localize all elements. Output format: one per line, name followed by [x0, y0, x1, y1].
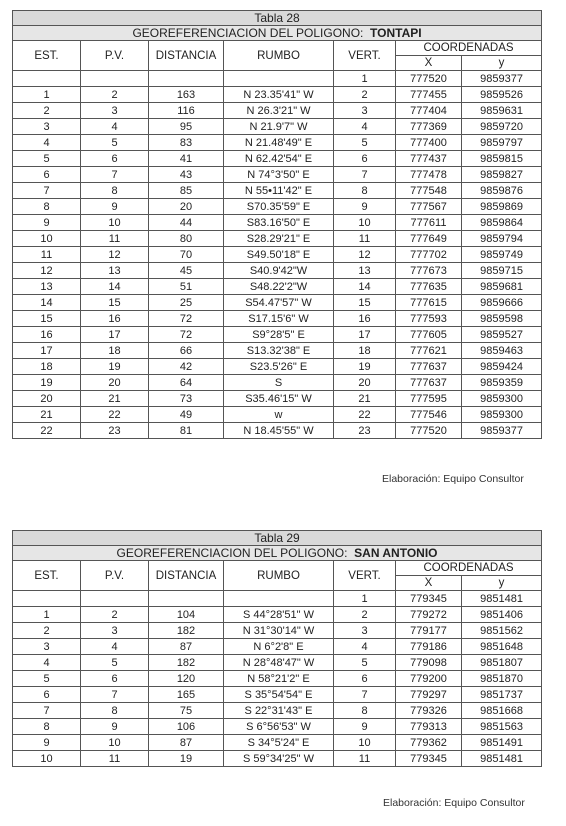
cell-x: 777404: [396, 103, 462, 119]
table-29-caption: Elaboración: Equipo Consultor: [383, 797, 525, 809]
cell-pv: 5: [81, 135, 149, 151]
cell-x: 777621: [396, 343, 462, 359]
cell-x: 779313: [396, 719, 462, 735]
cell-rumbo: S28.29'21" E: [224, 231, 334, 247]
cell-vert: 14: [334, 279, 396, 295]
cell-est: 3: [13, 639, 81, 655]
cell-pv: 23: [81, 423, 149, 439]
table-row: [13, 151, 542, 167]
cell-rumbo: S 59°34'25" W: [224, 751, 334, 767]
cell-x: 777611: [396, 215, 462, 231]
cell-pv: 10: [81, 215, 149, 231]
cell-x: 779200: [396, 671, 462, 687]
cell-est: 5: [13, 151, 81, 167]
cell-vert: 20: [334, 375, 396, 391]
cell-vert: 3: [334, 623, 396, 639]
cell-distancia: 45: [149, 263, 224, 279]
cell-y: 9859720: [462, 119, 542, 135]
cell-pv: 16: [81, 311, 149, 327]
cell-est: 17: [13, 343, 81, 359]
cell-vert: 10: [334, 735, 396, 751]
tontapi-table: [12, 10, 542, 439]
cell-x: 779272: [396, 607, 462, 623]
cell-x: 779345: [396, 591, 462, 607]
cell-vert: 11: [334, 751, 396, 767]
cell-est: 19: [13, 375, 81, 391]
cell-est: 10: [13, 231, 81, 247]
cell-rumbo: S: [224, 375, 334, 391]
cell-pv: 20: [81, 375, 149, 391]
cell-est: 6: [13, 687, 81, 703]
table-row: [13, 751, 542, 767]
cell-rumbo: S 22°31'43" E: [224, 703, 334, 719]
cell-pv: 22: [81, 407, 149, 423]
cell-pv: 2: [81, 607, 149, 623]
header-est: EST.: [13, 561, 81, 591]
cell-rumbo: N 21.48'49" E: [224, 135, 334, 151]
cell-vert: 12: [334, 247, 396, 263]
cell-distancia: 20: [149, 199, 224, 215]
cell-pv: 4: [81, 119, 149, 135]
table-row: [13, 71, 542, 87]
cell-distancia: 72: [149, 311, 224, 327]
polygon-name: SAN ANTONIO: [354, 546, 438, 560]
cell-vert: 1: [334, 591, 396, 607]
cell-pv: 3: [81, 103, 149, 119]
cell-rumbo: w: [224, 407, 334, 423]
cell-est: 12: [13, 263, 81, 279]
cell-x: 777520: [396, 71, 462, 87]
cell-est: 6: [13, 167, 81, 183]
cell-est: 22: [13, 423, 81, 439]
table-row: [13, 407, 542, 423]
cell-vert: 8: [334, 183, 396, 199]
header-vert: VERT.: [334, 41, 396, 71]
cell-x: 777702: [396, 247, 462, 263]
table-row: [13, 671, 542, 687]
header-rumbo: RUMBO: [224, 41, 334, 71]
cell-rumbo: N 21.9'7" W: [224, 119, 334, 135]
table-row: [13, 215, 542, 231]
cell-x: 777637: [396, 359, 462, 375]
cell-distancia: 73: [149, 391, 224, 407]
cell-est: 4: [13, 135, 81, 151]
cell-distancia: 182: [149, 655, 224, 671]
cell-est: 1: [13, 607, 81, 623]
cell-vert: 11: [334, 231, 396, 247]
cell-rumbo: S70.35'59" E: [224, 199, 334, 215]
table-row: [13, 295, 542, 311]
cell-est: 3: [13, 119, 81, 135]
cell-vert: 6: [334, 151, 396, 167]
cell-distancia: 66: [149, 343, 224, 359]
cell-est: 5: [13, 671, 81, 687]
table-row: [13, 343, 542, 359]
cell-x: 779326: [396, 703, 462, 719]
cell-rumbo: S 34°5'24" E: [224, 735, 334, 751]
san-antonio-table: [12, 530, 542, 767]
cell-vert: 3: [334, 103, 396, 119]
cell-distancia: 104: [149, 607, 224, 623]
cell-pv: 11: [81, 751, 149, 767]
header-distancia: DISTANCIA: [149, 561, 224, 591]
cell-distancia: 106: [149, 719, 224, 735]
polygon-name: TONTAPI: [370, 26, 422, 40]
cell-est: 10: [13, 751, 81, 767]
cell-vert: 18: [334, 343, 396, 359]
cell-rumbo: N 58°21'2" E: [224, 671, 334, 687]
header-distancia: DISTANCIA: [149, 41, 224, 71]
cell-rumbo: S49.50'18" E: [224, 247, 334, 263]
cell-rumbo: N 28°48'47" W: [224, 655, 334, 671]
table-row: [13, 703, 542, 719]
header-x: X: [396, 576, 462, 591]
table-title: Tabla 29: [13, 531, 542, 546]
cell-est: 9: [13, 735, 81, 751]
cell-y: 9859359: [462, 375, 542, 391]
cell-distancia: 70: [149, 247, 224, 263]
table-row: [13, 167, 542, 183]
cell-distancia: 75: [149, 703, 224, 719]
cell-vert: 13: [334, 263, 396, 279]
cell-x: 777520: [396, 423, 462, 439]
cell-y: 9859681: [462, 279, 542, 295]
cell-pv: 14: [81, 279, 149, 295]
cell-distancia: 81: [149, 423, 224, 439]
table-row: [13, 103, 542, 119]
cell-y: 9851648: [462, 639, 542, 655]
cell-vert: 15: [334, 295, 396, 311]
cell-pv: 18: [81, 343, 149, 359]
cell-vert: 1: [334, 71, 396, 87]
table-row: [13, 279, 542, 295]
cell-est: 2: [13, 623, 81, 639]
table-row: [13, 247, 542, 263]
cell-est: 1: [13, 87, 81, 103]
cell-y: 9859300: [462, 407, 542, 423]
cell-y: 9859377: [462, 71, 542, 87]
cell-rumbo: N 23.35'41" W: [224, 87, 334, 103]
cell-x: 777637: [396, 375, 462, 391]
table-body: [13, 71, 542, 439]
cell-pv: 4: [81, 639, 149, 655]
cell-x: 779297: [396, 687, 462, 703]
cell-est: 18: [13, 359, 81, 375]
table-title: Tabla 28: [13, 11, 542, 26]
cell-est: 9: [13, 215, 81, 231]
cell-y: 9851481: [462, 751, 542, 767]
cell-rumbo: N 74°3'50" E: [224, 167, 334, 183]
table-row: [13, 327, 542, 343]
cell-est: 7: [13, 703, 81, 719]
cell-est: 21: [13, 407, 81, 423]
cell-y: 9859598: [462, 311, 542, 327]
cell-y: 9851491: [462, 735, 542, 751]
cell-y: 9851807: [462, 655, 542, 671]
cell-vert: 10: [334, 215, 396, 231]
cell-x: 777635: [396, 279, 462, 295]
header-coordenadas: COORDENADAS: [396, 41, 542, 56]
cell-est: 14: [13, 295, 81, 311]
cell-distancia: 25: [149, 295, 224, 311]
cell-pv: 13: [81, 263, 149, 279]
cell-est: 2: [13, 103, 81, 119]
cell-y: 9859715: [462, 263, 542, 279]
table-row: [13, 687, 542, 703]
cell-est: 11: [13, 247, 81, 263]
cell-vert: 2: [334, 87, 396, 103]
cell-vert: 4: [334, 119, 396, 135]
cell-y: 9859827: [462, 167, 542, 183]
cell-distancia: 116: [149, 103, 224, 119]
cell-rumbo: N 26.3'21" W: [224, 103, 334, 119]
cell-x: 777548: [396, 183, 462, 199]
cell-pv: 8: [81, 183, 149, 199]
cell-distancia: 19: [149, 751, 224, 767]
cell-x: 777437: [396, 151, 462, 167]
cell-pv: 11: [81, 231, 149, 247]
header-est: EST.: [13, 41, 81, 71]
cell-vert: 6: [334, 671, 396, 687]
table-subtitle: [13, 26, 542, 41]
cell-y: 9859666: [462, 295, 542, 311]
cell-distancia: 83: [149, 135, 224, 151]
cell-vert: 22: [334, 407, 396, 423]
cell-vert: 8: [334, 703, 396, 719]
cell-distancia: 95: [149, 119, 224, 135]
cell-vert: 23: [334, 423, 396, 439]
table-row: [13, 199, 542, 215]
cell-vert: 7: [334, 167, 396, 183]
cell-y: 9851737: [462, 687, 542, 703]
table-row: [13, 183, 542, 199]
table-row: [13, 231, 542, 247]
cell-est: 8: [13, 199, 81, 215]
cell-pv: 12: [81, 247, 149, 263]
cell-y: 9859377: [462, 423, 542, 439]
cell-x: 777478: [396, 167, 462, 183]
cell-distancia: 163: [149, 87, 224, 103]
cell-y: 9859526: [462, 87, 542, 103]
cell-x: 777615: [396, 295, 462, 311]
table-row: [13, 655, 542, 671]
header-y: y: [462, 56, 542, 71]
table-29: [12, 530, 541, 767]
cell-x: 777455: [396, 87, 462, 103]
cell-vert: 7: [334, 687, 396, 703]
cell-y: 9859749: [462, 247, 542, 263]
cell-vert: 5: [334, 135, 396, 151]
cell-x: 777369: [396, 119, 462, 135]
subtitle-prefix: GEOREFERENCIACION DEL POLIGONO:: [132, 26, 364, 40]
cell-pv: 8: [81, 703, 149, 719]
cell-y: 9851870: [462, 671, 542, 687]
table-row: [13, 391, 542, 407]
table-row: [13, 375, 542, 391]
cell-y: 9859527: [462, 327, 542, 343]
header-pv: P.V.: [81, 561, 149, 591]
cell-y: 9851562: [462, 623, 542, 639]
cell-distancia: 43: [149, 167, 224, 183]
cell-y: 9859463: [462, 343, 542, 359]
cell-vert: 19: [334, 359, 396, 375]
cell-distancia: 41: [149, 151, 224, 167]
cell-pv: 6: [81, 671, 149, 687]
cell-x: 779345: [396, 751, 462, 767]
cell-vert: 2: [334, 607, 396, 623]
cell-x: 777605: [396, 327, 462, 343]
cell-y: 9859815: [462, 151, 542, 167]
cell-pv: 3: [81, 623, 149, 639]
cell-rumbo: S 35°54'54" E: [224, 687, 334, 703]
table-row: [13, 359, 542, 375]
header-pv: P.V.: [81, 41, 149, 71]
cell-distancia: 87: [149, 639, 224, 655]
header-y: y: [462, 576, 542, 591]
table-row: [13, 135, 542, 151]
cell-est: 4: [13, 655, 81, 671]
table-body: [13, 591, 542, 767]
table-row: [13, 607, 542, 623]
cell-est: 7: [13, 183, 81, 199]
cell-rumbo: S83.16'50" E: [224, 215, 334, 231]
header-vert: VERT.: [334, 561, 396, 591]
cell-rumbo: S9°28'5" E: [224, 327, 334, 343]
cell-pv: 7: [81, 167, 149, 183]
cell-distancia: 80: [149, 231, 224, 247]
cell-distancia: 51: [149, 279, 224, 295]
cell-pv: 9: [81, 719, 149, 735]
header-coordenadas: COORDENADAS: [396, 561, 542, 576]
cell-rumbo: S13.32'38" E: [224, 343, 334, 359]
cell-distancia: 42: [149, 359, 224, 375]
cell-distancia: 72: [149, 327, 224, 343]
cell-distancia: 87: [149, 735, 224, 751]
cell-y: 9859797: [462, 135, 542, 151]
cell-x: 777673: [396, 263, 462, 279]
cell-y: 9859794: [462, 231, 542, 247]
cell-x: 777593: [396, 311, 462, 327]
cell-rumbo: S 44°28'51" W: [224, 607, 334, 623]
cell-x: 779362: [396, 735, 462, 751]
cell-rumbo: N 18.45'55" W: [224, 423, 334, 439]
cell-vert: 4: [334, 639, 396, 655]
cell-rumbo: N 6°2'8" E: [224, 639, 334, 655]
cell-est: 16: [13, 327, 81, 343]
table-row: [13, 87, 542, 103]
cell-y: 9851481: [462, 591, 542, 607]
cell-est: 15: [13, 311, 81, 327]
table-row: [13, 591, 542, 607]
cell-x: 779177: [396, 623, 462, 639]
cell-x: 779186: [396, 639, 462, 655]
cell-x: 777400: [396, 135, 462, 151]
table-28-caption: Elaboración: Equipo Consultor: [382, 473, 524, 485]
cell-rumbo: N 55•11'42" E: [224, 183, 334, 199]
subtitle-prefix: GEOREFERENCIACION DEL POLIGONO:: [116, 546, 348, 560]
cell-y: 9859631: [462, 103, 542, 119]
cell-distancia: 49: [149, 407, 224, 423]
cell-x: 777567: [396, 199, 462, 215]
cell-distancia: 64: [149, 375, 224, 391]
header-rumbo: RUMBO: [224, 561, 334, 591]
table-row: [13, 311, 542, 327]
cell-x: 779098: [396, 655, 462, 671]
cell-rumbo: S 6°56'53" W: [224, 719, 334, 735]
cell-vert: 17: [334, 327, 396, 343]
cell-est: 8: [13, 719, 81, 735]
cell-pv: 6: [81, 151, 149, 167]
cell-y: 9859876: [462, 183, 542, 199]
cell-x: 777649: [396, 231, 462, 247]
cell-vert: 9: [334, 719, 396, 735]
cell-y: 9859424: [462, 359, 542, 375]
cell-distancia: 85: [149, 183, 224, 199]
cell-distancia: 182: [149, 623, 224, 639]
cell-distancia: 44: [149, 215, 224, 231]
cell-rumbo: S35.46'15" W: [224, 391, 334, 407]
cell-est: 13: [13, 279, 81, 295]
cell-vert: 21: [334, 391, 396, 407]
cell-pv: 10: [81, 735, 149, 751]
cell-y: 9859300: [462, 391, 542, 407]
cell-distancia: 165: [149, 687, 224, 703]
cell-rumbo: N 31°30'14" W: [224, 623, 334, 639]
cell-rumbo: S40.9'42"W: [224, 263, 334, 279]
cell-vert: 9: [334, 199, 396, 215]
cell-pv: 5: [81, 655, 149, 671]
cell-distancia: 120: [149, 671, 224, 687]
cell-rumbo: S23.5'26" E: [224, 359, 334, 375]
cell-y: 9851563: [462, 719, 542, 735]
table-row: [13, 639, 542, 655]
cell-rumbo: N 62.42'54" E: [224, 151, 334, 167]
cell-y: 9851668: [462, 703, 542, 719]
cell-x: 777546: [396, 407, 462, 423]
table-28: [12, 10, 541, 439]
cell-y: 9851406: [462, 607, 542, 623]
cell-pv: 2: [81, 87, 149, 103]
table-subtitle: [13, 546, 542, 561]
cell-x: 777595: [396, 391, 462, 407]
cell-pv: 21: [81, 391, 149, 407]
table-row: [13, 263, 542, 279]
header-x: X: [396, 56, 462, 71]
cell-pv: 7: [81, 687, 149, 703]
table-row: [13, 423, 542, 439]
cell-est: 20: [13, 391, 81, 407]
cell-rumbo: S54.47'57" W: [224, 295, 334, 311]
table-row: [13, 623, 542, 639]
cell-vert: 5: [334, 655, 396, 671]
table-row: [13, 735, 542, 751]
cell-vert: 16: [334, 311, 396, 327]
cell-pv: 9: [81, 199, 149, 215]
cell-y: 9859864: [462, 215, 542, 231]
cell-pv: 19: [81, 359, 149, 375]
cell-pv: 15: [81, 295, 149, 311]
table-row: [13, 119, 542, 135]
table-row: [13, 719, 542, 735]
cell-y: 9859869: [462, 199, 542, 215]
cell-rumbo: S48.22'2"W: [224, 279, 334, 295]
cell-rumbo: S17.15'6" W: [224, 311, 334, 327]
cell-pv: 17: [81, 327, 149, 343]
